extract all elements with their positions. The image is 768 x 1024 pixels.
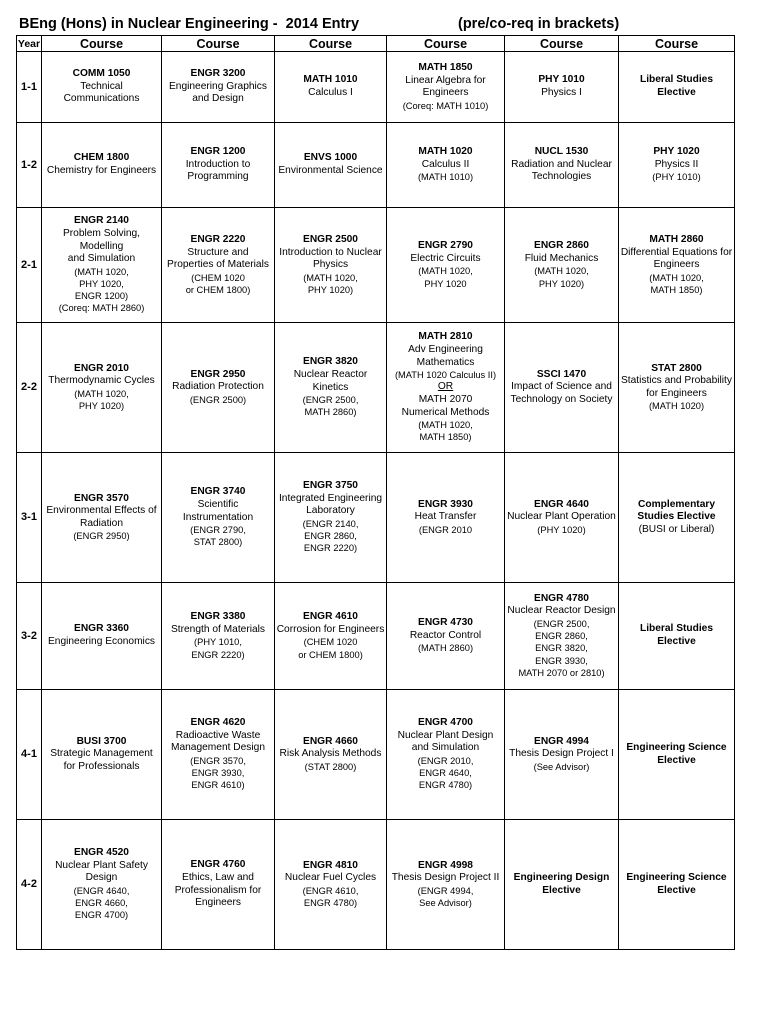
course-cell <box>505 123 619 208</box>
term-cell: 3-2 <box>17 583 42 690</box>
course-prereq: (PHY 1020) <box>537 524 586 535</box>
course-cell <box>162 583 275 690</box>
course-code: ENGR 2500 <box>303 233 358 245</box>
course-prereq: ENGR 2860, <box>535 631 588 642</box>
course-table <box>16 35 735 950</box>
course-name: Introduction to Nuclear <box>279 246 382 258</box>
course-cell <box>42 323 162 453</box>
course-prereq: (MATH 1020) <box>648 401 705 412</box>
course-prereq: (MATH 1020, <box>534 266 589 277</box>
course-name: Programming <box>187 171 249 183</box>
course-code: ENGR 4620 <box>190 717 246 729</box>
course-prereq: (ENGR 2140, <box>302 519 359 530</box>
course-name: Physics II <box>654 158 699 170</box>
course-name: Electric Circuits <box>410 252 481 264</box>
course-cell <box>42 690 162 820</box>
course-prereq: (ENGR 2950) <box>73 531 130 542</box>
table-row <box>17 123 735 208</box>
course-prereq: (MATH 1020, <box>303 272 358 283</box>
header-course: Course <box>505 36 619 52</box>
course-code: ENGR 4660 <box>303 735 358 747</box>
course-prereq: PHY 1020) <box>78 401 125 412</box>
course-name-alt: MATH 2070 <box>418 393 473 405</box>
header-course: Course <box>387 36 505 52</box>
course-code: ENGR 4730 <box>418 617 473 629</box>
course-prereq: ENGR 4700) <box>74 910 129 921</box>
course-name: and Simulation <box>67 253 136 265</box>
course-name: Radiation Protection <box>172 381 264 393</box>
course-prereq: ENGR 2220) <box>303 543 358 554</box>
course-name: Communications <box>63 93 140 105</box>
course-code: MATH 1020 <box>418 146 473 158</box>
course-prereq: (MATH 1020, <box>74 266 129 277</box>
term-cell: 4-1 <box>17 690 42 820</box>
course-prereq: (ENGR 3570, <box>190 756 246 767</box>
elective-label: Studies Elective <box>637 511 716 523</box>
course-code: NUCL 1530 <box>534 146 589 158</box>
course-cell <box>387 123 505 208</box>
course-prereq: PHY 1020) <box>538 278 585 289</box>
course-prereq: or CHEM 1800) <box>185 284 251 295</box>
course-cell <box>387 453 505 583</box>
term-cell: 1-2 <box>17 123 42 208</box>
course-code: ENGR 3200 <box>190 68 246 80</box>
course-name: Environmental Effects of <box>46 505 157 517</box>
course-name: Technologies <box>531 171 592 183</box>
course-cell <box>275 123 387 208</box>
course-cell <box>619 52 735 123</box>
course-name: for Professionals <box>63 760 140 772</box>
header-year: Year <box>17 37 41 50</box>
course-name: Physics I <box>541 87 582 98</box>
course-prereq: (ENGR 2010 <box>418 524 473 535</box>
course-name: Nuclear Reactor <box>293 369 368 380</box>
course-code: ENGR 4640 <box>534 498 589 510</box>
course-cell <box>162 123 275 208</box>
course-name: Differential Equations for <box>620 246 733 258</box>
course-prereq: or CHEM 1800) <box>298 649 363 660</box>
elective-note: (BUSI or Liberal) <box>638 523 715 535</box>
course-cell <box>275 52 387 123</box>
prereq-note: (pre/co-req in brackets) <box>458 16 620 32</box>
course-cell <box>42 208 162 323</box>
course-prereq: (MATH 1020, <box>418 266 473 277</box>
course-prereq: (ENGR 4994, <box>417 885 474 896</box>
course-name: Technical <box>80 80 123 92</box>
course-cell <box>42 820 162 950</box>
course-prereq: ENGR 4660, <box>75 898 128 909</box>
course-code: ENGR 3930 <box>418 498 473 510</box>
course-code: ENGR 4780 <box>534 592 589 604</box>
course-code: ENGR 2860 <box>534 240 589 252</box>
course-name: Professionalism for <box>174 884 262 896</box>
course-cell <box>619 323 735 453</box>
course-name: Radiation <box>79 517 124 529</box>
course-code: CHEM 1800 <box>73 152 130 164</box>
course-prereq: (MATH 1010) <box>417 172 474 183</box>
elective-label: Liberal Studies <box>639 623 714 635</box>
course-prereq: (PHY 1010, <box>194 637 242 648</box>
course-code: ENGR 4700 <box>418 717 473 729</box>
course-name: Adv Engineering <box>408 344 483 355</box>
elective-label: Elective <box>657 636 696 647</box>
course-name: Engineers <box>653 259 700 271</box>
course-prereq: MATH 2860) <box>304 407 357 418</box>
page-title: BEng (Hons) in Nuclear Engineering - 2014 Entry <box>19 16 360 32</box>
course-code: PHY 1020 <box>653 146 700 158</box>
course-cell <box>619 453 735 583</box>
course-cell <box>42 123 162 208</box>
course-name: Thesis Design Project II <box>391 872 500 884</box>
course-name: Chemistry for Engineers <box>46 165 157 176</box>
course-name: Engineers <box>422 87 469 99</box>
course-cell <box>275 453 387 583</box>
course-name: Instrumentation <box>182 511 254 523</box>
course-name: Strategic Management <box>50 748 153 760</box>
course-cell <box>275 820 387 950</box>
course-prereq: ENGR 2220) <box>191 649 245 660</box>
elective-label: Engineering Design <box>513 871 610 883</box>
course-name: Ethics, Law and <box>182 871 254 883</box>
course-cell <box>505 453 619 583</box>
course-name: Integrated Engineering <box>278 492 383 504</box>
course-cell <box>162 52 275 123</box>
course-prereq: ENGR 4610) <box>191 780 245 791</box>
course-name: Engineering Graphics <box>169 80 267 92</box>
course-name: Introduction to <box>185 158 251 170</box>
course-cell <box>505 820 619 950</box>
course-cell <box>387 323 505 453</box>
table-row <box>17 323 735 453</box>
course-code: ENGR 3820 <box>303 356 358 368</box>
course-prereq: (ENGR 2010, <box>417 756 474 767</box>
course-code: ENGR 2140 <box>74 215 129 227</box>
course-cell <box>42 52 162 123</box>
course-name: Engineering Economics <box>47 636 156 647</box>
elective-label: Liberal Studies <box>639 74 714 86</box>
course-name-alt: Numerical Methods <box>401 406 490 418</box>
course-name: and Simulation <box>411 742 480 754</box>
elective-label: Elective <box>542 884 581 896</box>
course-prereq: ENGR 4780) <box>418 780 473 791</box>
course-cell <box>619 583 735 690</box>
course-cell <box>619 123 735 208</box>
course-cell <box>505 323 619 453</box>
course-cell <box>162 323 275 453</box>
course-code: MATH 1850 <box>418 62 473 73</box>
or-label: OR <box>437 381 454 393</box>
course-prereq-alt: MATH 1850) <box>419 432 472 443</box>
elective-label: Elective <box>657 884 696 896</box>
course-prereq: (PHY 1010) <box>652 172 701 183</box>
course-cell <box>387 583 505 690</box>
course-prereq-alt: (MATH 1020, <box>418 420 473 431</box>
course-code: ENGR 2010 <box>74 362 129 374</box>
course-prereq: (STAT 2800) <box>304 761 357 772</box>
course-prereq: (See Advisor) <box>533 761 590 772</box>
course-code: STAT 2800 <box>651 362 702 374</box>
elective-label: Engineering Science <box>626 741 727 753</box>
course-prereq: (CHEM 1020 <box>191 272 245 283</box>
course-cell <box>619 208 735 323</box>
course-name: Scientific <box>197 499 239 510</box>
course-cell <box>275 690 387 820</box>
course-prereq: (ENGR 2500) <box>189 394 247 405</box>
course-name: Nuclear Reactor Design <box>507 605 616 617</box>
course-name: Calculus II <box>421 158 470 170</box>
table-row <box>17 453 735 583</box>
table-body <box>17 52 735 950</box>
course-code: MATH 1010 <box>303 74 358 86</box>
course-name: Mathematics <box>416 356 475 368</box>
course-name: Management Design <box>170 742 265 754</box>
table-row <box>17 690 735 820</box>
course-cell <box>619 690 735 820</box>
table-row <box>17 583 735 690</box>
course-name: Strength of Materials <box>171 623 265 635</box>
course-code: ENGR 4810 <box>303 859 358 871</box>
term-cell: 4-2 <box>17 820 42 950</box>
course-name: Impact of Science and <box>511 381 612 393</box>
course-code: ENGR 2220 <box>190 233 246 245</box>
term-cell: 1-1 <box>17 52 42 123</box>
course-code: ENGR 3360 <box>74 623 129 635</box>
course-name: Thesis Design Project I <box>509 748 614 760</box>
course-prereq: ENGR 2860, <box>304 531 357 542</box>
course-name: Nuclear Fuel Cycles <box>284 872 377 884</box>
course-name: Calculus I <box>308 87 353 98</box>
header-course: Course <box>42 36 162 52</box>
course-name: Physics <box>312 259 349 271</box>
course-prereq: (Coreq: MATH 1010) <box>402 100 489 111</box>
course-prereq: (ENGR 2790, <box>190 525 246 536</box>
course-name: Linear Algebra for <box>405 74 486 86</box>
course-code: ENGR 3740 <box>190 486 246 498</box>
course-cell <box>162 820 275 950</box>
course-code: SSCI 1470 <box>536 368 587 380</box>
course-name: Fluid Mechanics <box>524 252 599 264</box>
course-name: Kinetics <box>312 381 349 393</box>
course-cell <box>505 583 619 690</box>
course-name: for Engineers <box>646 387 707 399</box>
course-cell <box>387 52 505 123</box>
course-prereq: MATH 1850) <box>650 284 703 295</box>
course-name: Laboratory <box>306 505 355 517</box>
course-code: ENVS 1000 <box>303 152 358 164</box>
table-header-row <box>17 36 735 52</box>
course-prereq: (MATH 2860) <box>417 643 474 654</box>
course-prereq: STAT 2800) <box>193 537 243 548</box>
course-prereq: See Advisor) <box>419 898 472 909</box>
course-code: ENGR 4760 <box>190 859 246 871</box>
course-prereq: (ENGR 4640, <box>73 886 130 897</box>
course-prereq: ENGR 4640, <box>419 768 472 779</box>
elective-label: Complementary <box>638 498 715 510</box>
header-course: Course <box>619 36 735 52</box>
course-cell <box>275 208 387 323</box>
header-course: Course <box>162 36 275 52</box>
table-row <box>17 208 735 323</box>
course-prereq: (Coreq: MATH 2860) <box>58 303 145 314</box>
course-prereq: ENGR 1200) <box>74 291 129 302</box>
course-code: ENGR 3380 <box>190 611 246 623</box>
course-name: Technology on Society <box>510 393 613 405</box>
course-name: Engineers <box>195 897 241 909</box>
course-prereq: PHY 1020) <box>307 284 354 295</box>
course-cell <box>387 820 505 950</box>
course-cell <box>42 583 162 690</box>
course-cell <box>275 583 387 690</box>
course-code: BUSI 3700 <box>76 735 127 747</box>
term-cell: 2-1 <box>17 208 42 323</box>
course-prereq: ENGR 3930, <box>535 655 588 666</box>
course-name: Radiation and Nuclear <box>511 158 612 170</box>
course-cell <box>505 52 619 123</box>
term-cell: 3-1 <box>17 453 42 583</box>
course-prereq: PHY 1020 <box>424 278 467 289</box>
course-cell <box>162 453 275 583</box>
course-cell <box>505 208 619 323</box>
course-name: Design <box>85 872 118 884</box>
course-code: MATH 2810 <box>418 331 473 343</box>
course-code: COMM 1050 <box>72 68 131 80</box>
course-prereq: MATH 2070 or 2810) <box>518 667 605 678</box>
header-course: Course <box>275 36 387 52</box>
course-cell <box>275 323 387 453</box>
course-code: ENGR 4998 <box>418 859 473 871</box>
course-name: Thermodynamic Cycles <box>48 375 155 387</box>
course-code: MATH 2860 <box>649 233 704 245</box>
course-code: ENGR 2790 <box>418 240 473 252</box>
course-cell <box>505 690 619 820</box>
course-prereq: (MATH 1020, <box>74 388 129 399</box>
course-name: Radioactive Waste <box>175 729 261 741</box>
elective-label: Elective <box>657 754 696 766</box>
course-name: Nuclear Plant Operation <box>507 511 616 523</box>
course-prereq: ENGR 3930, <box>191 768 245 779</box>
course-code: ENGR 3750 <box>303 480 358 492</box>
term-cell: 2-2 <box>17 323 42 453</box>
course-prereq: (ENGR 2500, <box>533 619 590 630</box>
course-prereq: ENGR 3820, <box>535 643 588 654</box>
elective-label: Engineering Science <box>626 871 727 883</box>
course-code: ENGR 3570 <box>74 492 129 504</box>
course-prereq: (CHEM 1020 <box>303 637 358 648</box>
course-name: Structure and <box>187 246 249 258</box>
course-code: ENGR 2950 <box>190 368 246 380</box>
course-prereq: (MATH 1020 Calculus II) <box>394 370 497 381</box>
page-header <box>19 16 759 36</box>
course-code: ENGR 4610 <box>303 611 358 623</box>
course-code: ENGR 1200 <box>190 146 246 158</box>
course-cell <box>387 208 505 323</box>
course-prereq: PHY 1020, <box>79 278 124 289</box>
course-code: ENGR 4520 <box>74 847 129 859</box>
table-row <box>17 52 735 123</box>
course-name: Corrosion for Engineers <box>276 623 385 635</box>
table-row <box>17 820 735 950</box>
course-cell <box>42 453 162 583</box>
course-name: Statistics and Probability <box>621 375 732 387</box>
course-cell <box>619 820 735 950</box>
course-prereq: (MATH 1020, <box>649 272 704 283</box>
course-name: Problem Solving, <box>62 228 140 239</box>
course-name: Environmental Science <box>278 165 383 176</box>
course-name: Nuclear Plant Design <box>397 729 494 741</box>
course-prereq: (ENGR 4610, <box>302 885 359 896</box>
course-prereq: ENGR 4780) <box>303 898 358 909</box>
course-cell <box>162 208 275 323</box>
elective-label: Elective <box>657 87 696 98</box>
course-cell <box>162 690 275 820</box>
course-name: Modelling <box>79 240 124 252</box>
course-name: and Design <box>192 93 244 105</box>
course-cell <box>387 690 505 820</box>
course-name: Risk Analysis Methods <box>279 748 382 760</box>
course-prereq: (ENGR 2500, <box>302 395 359 406</box>
course-name: Properties of Materials <box>167 259 269 271</box>
course-code: PHY 1010 <box>538 74 585 86</box>
course-name: Heat Transfer <box>414 511 477 523</box>
course-name: Reactor Control <box>409 629 482 641</box>
course-code: ENGR 4994 <box>534 735 589 747</box>
course-name: Nuclear Plant Safety <box>55 859 148 871</box>
